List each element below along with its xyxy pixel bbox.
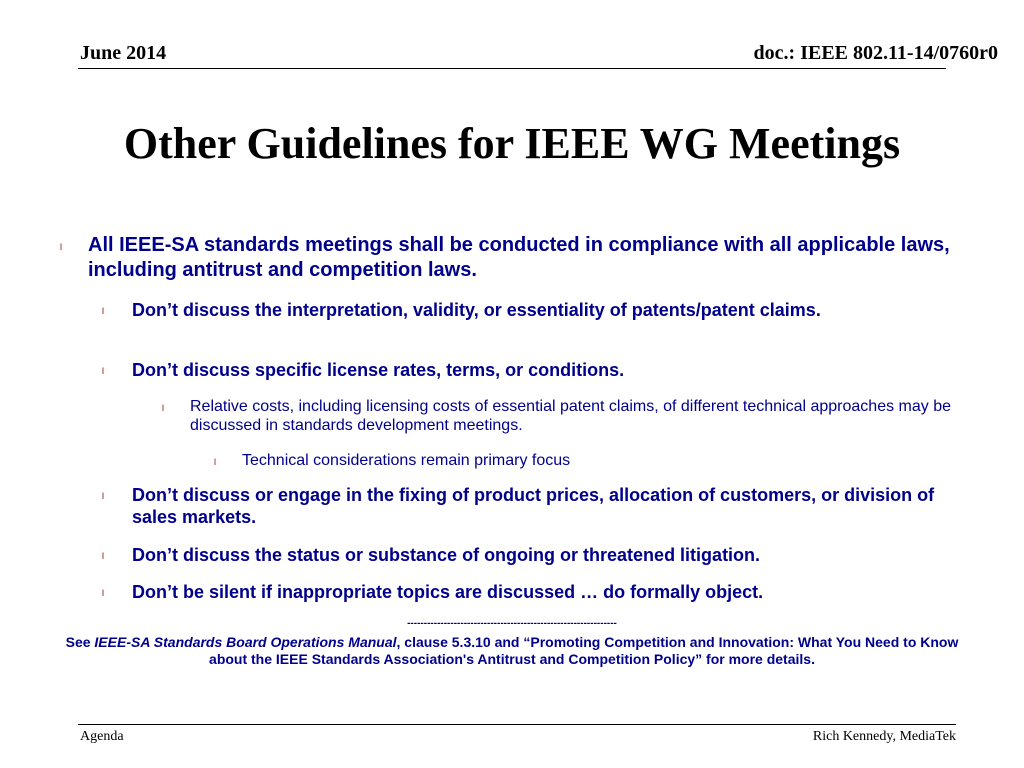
header-doc-id: doc.: IEEE 802.11-14/0760r0 xyxy=(753,42,998,64)
bullet-sub-technical: Technical considerations remain primary focus xyxy=(242,452,571,469)
bullet-marker: l xyxy=(102,306,104,316)
bullet-sub-relative-costs: Relative costs, including licensing costs of essential patent claims, of different technical approaches may be discussed in standards development meetings. xyxy=(190,398,951,434)
bullet-sub-object: Don’t be silent if inappropriate topics are discussed … do formally object. xyxy=(132,582,764,602)
separator-line: --------------------------------------------------------------- xyxy=(407,618,617,629)
bullet-marker: l xyxy=(102,366,104,376)
bullet-sub-prices: Don’t discuss or engage in the fixing of product prices, allocation of customers, or division of sales markets. xyxy=(132,485,935,527)
see-prefix: See xyxy=(65,634,95,650)
bullet-sub-license: Don’t discuss specific license rates, terms, or conditions. xyxy=(132,360,625,380)
bullet-marker: l xyxy=(102,491,104,501)
see-note xyxy=(56,634,968,668)
see-manual: IEEE-SA Standards Board Operations Manual xyxy=(94,634,397,650)
header-date: June 2014 xyxy=(80,42,167,64)
bullet-marker: l xyxy=(60,242,62,252)
footer-left: Agenda xyxy=(80,729,124,744)
bullet-marker: l xyxy=(214,457,216,467)
bullet-sub-litigation: Don’t discuss the status or substance of ongoing or threatened litigation. xyxy=(132,545,761,565)
bullet-main: All IEEE-SA standards meetings shall be conducted in compliance with all applicable laws, including antitrust and competition laws. xyxy=(88,234,950,281)
bullet-marker: l xyxy=(102,588,104,598)
see-rest: , clause 5.3.10 and “Promoting Competition and Innovation: What You Need to Know about the IEEE Standards Association's Antitrust and Competition Policy” for more details. xyxy=(209,634,959,667)
header-divider xyxy=(78,68,946,69)
footer-right: Rich Kennedy, MediaTek xyxy=(812,729,956,744)
bullet-marker: l xyxy=(102,551,104,561)
footer-divider xyxy=(78,724,956,725)
slide-title: Other Guidelines for IEEE WG Meetings xyxy=(123,119,901,168)
bullet-sub-patents: Don’t discuss the interpretation, validity, or essentiality of patents/patent claims. xyxy=(132,300,821,320)
bullet-marker: l xyxy=(162,403,164,413)
